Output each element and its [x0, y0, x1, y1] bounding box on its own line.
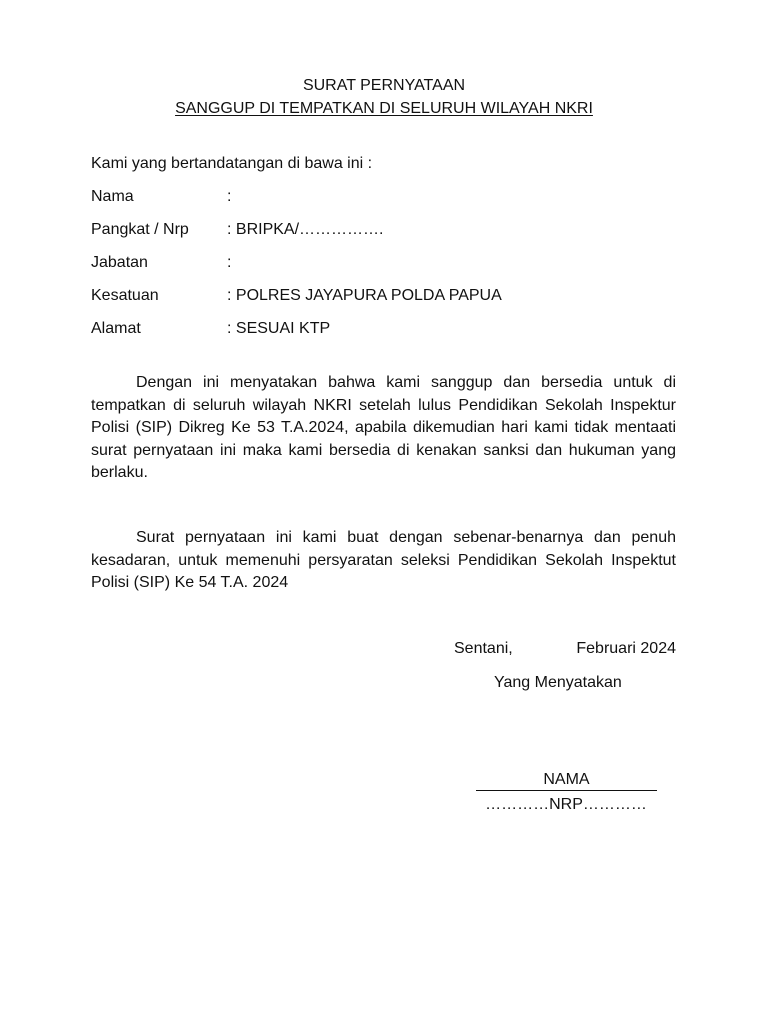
field-value: : SESUAI KTP	[227, 320, 331, 337]
field-value: :	[227, 254, 232, 271]
field-row-pangkat-nrp	[91, 220, 691, 253]
field-row-alamat	[91, 319, 691, 352]
signatory-nrp: …………NRP…………	[485, 796, 647, 813]
field-value: : POLRES JAYAPURA POLDA PAPUA	[227, 287, 502, 304]
document-title: SURAT PERNYATAAN	[302, 77, 466, 94]
field-value: : BRIPKA/…………….	[227, 221, 384, 238]
field-label: Alamat	[91, 320, 141, 337]
field-row-jabatan	[91, 253, 691, 286]
signatory-name: NAMA	[476, 770, 657, 791]
field-value: :	[227, 188, 232, 205]
document-subtitle-text: SANGGUP DI TEMPATKAN DI SELURUH WILAYAH NKRI	[175, 100, 593, 117]
field-label: Jabatan	[91, 254, 148, 271]
signature-label: Yang Menyatakan	[494, 674, 622, 691]
document-subtitle	[0, 99, 768, 119]
intro-text: Kami yang bertandatangan di bawa ini :	[91, 155, 373, 172]
field-row-kesatuan	[91, 286, 691, 319]
closing-paragraph: Surat pernyataan ini kami buat dengan sebenar-benarnya dan penuh kesadaran, untuk memenuhi persyaratan seleksi Pendidikan Sekolah Inspektut Polisi (SIP) Ke 54 T.A. 2024	[91, 529, 676, 591]
field-label: Nama	[91, 188, 134, 205]
signature-date: Februari 2024	[576, 640, 676, 657]
identity-fields	[91, 187, 691, 352]
field-row-nama	[91, 187, 691, 220]
field-label: Pangkat / Nrp	[91, 221, 189, 238]
statement-paragraph: Dengan ini menyatakan bahwa kami sanggup dan bersedia untuk di tempatkan di seluruh wilayah NKRI setelah lulus Pendidikan Sekolah Inspektur Polisi (SIP) Dikreg Ke 53 T.A.2024, apabila dikemudian hari kami tidak mentaati surat pernyataan ini maka kami bersedia di kenakan sanksi dan hukuman yang berlaku.	[91, 374, 676, 481]
signature-place: Sentani,	[454, 640, 513, 657]
field-label: Kesatuan	[91, 287, 159, 304]
